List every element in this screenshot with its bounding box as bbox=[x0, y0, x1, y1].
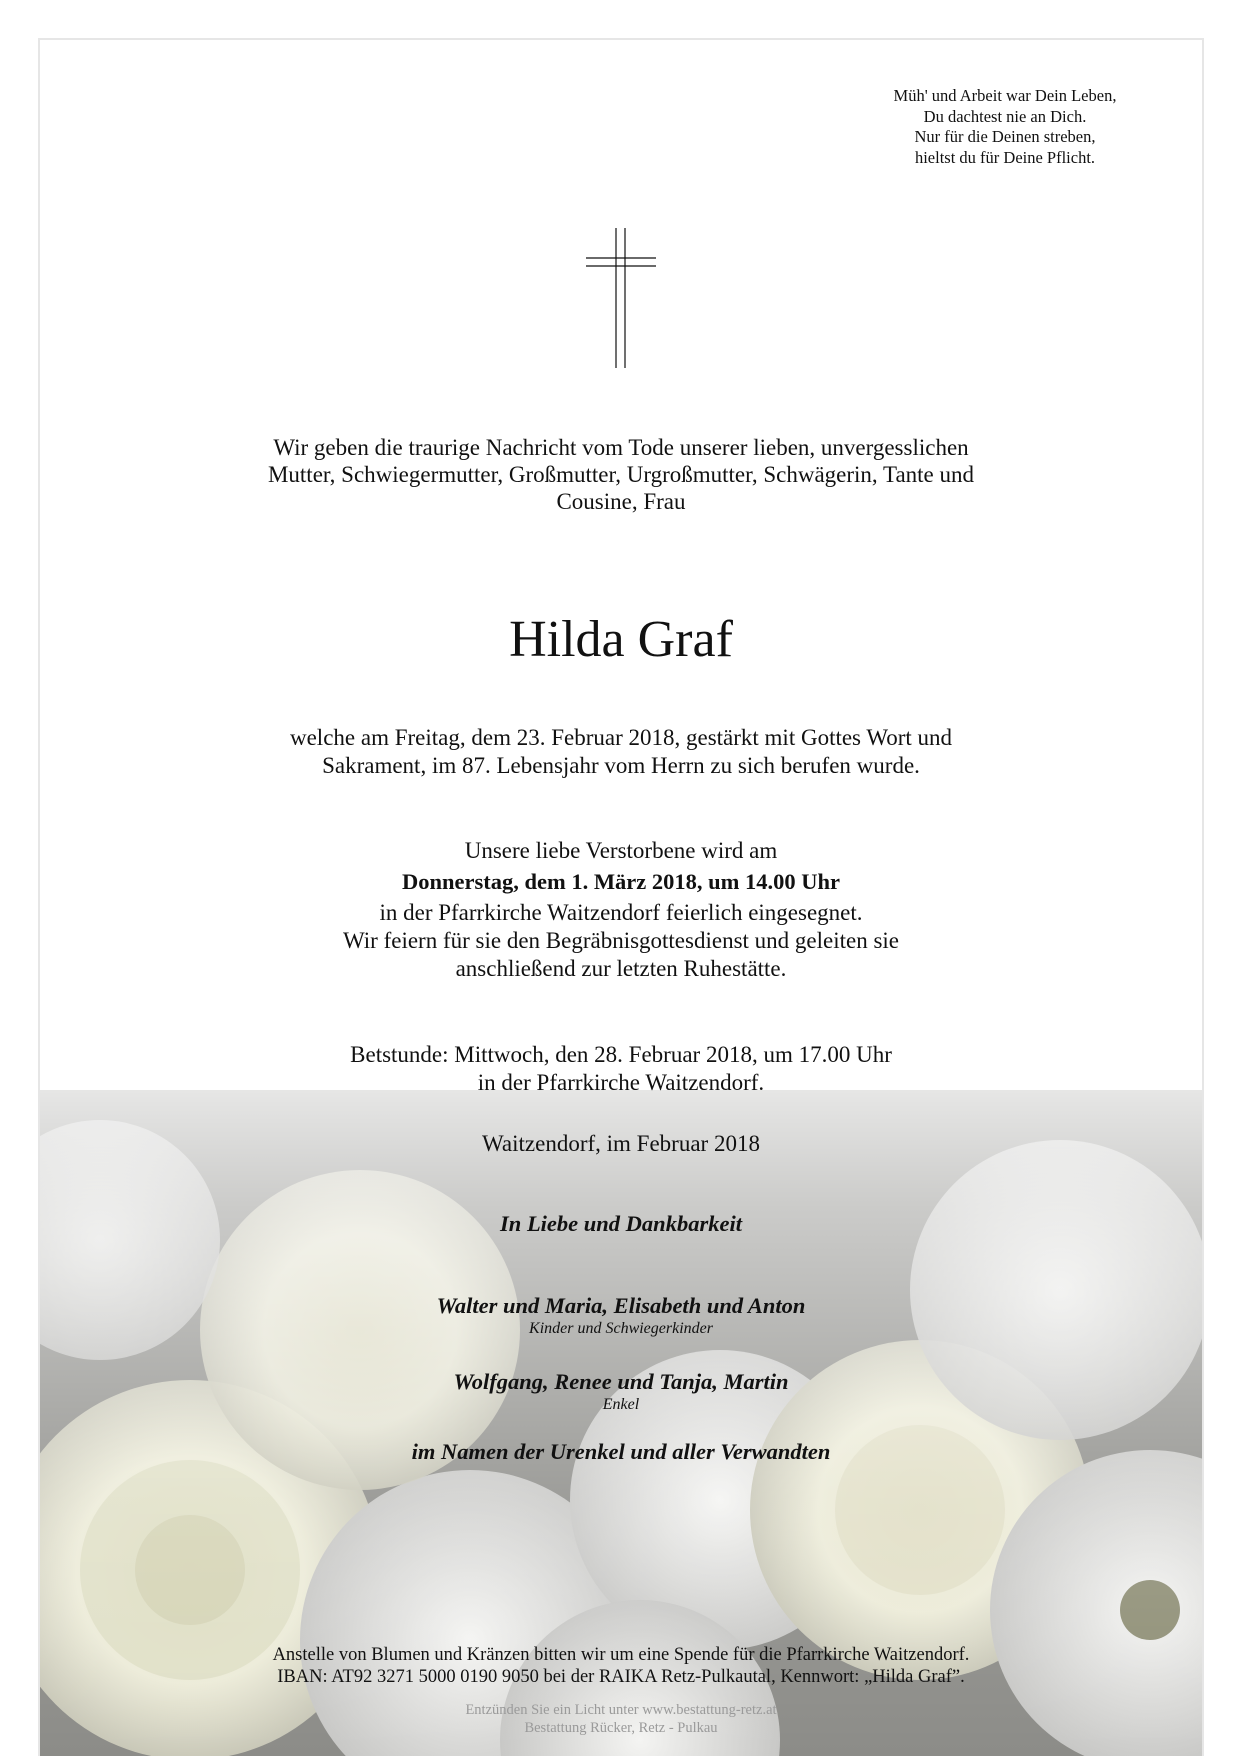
donation-request bbox=[40, 1644, 1202, 1688]
verse-line: hieltst du für Deine Pflicht. bbox=[914, 147, 1096, 167]
funeral-date-time: Donnerstag, dem 1. März 2018, um 14.00 Uhr bbox=[401, 869, 841, 894]
mourner-group bbox=[40, 1369, 1202, 1414]
closing-phrase: In Liebe und Dankbarkeit bbox=[500, 1211, 742, 1236]
footer-line: Bestattung Rücker, Retz - Pulkau bbox=[524, 1720, 718, 1736]
deceased-name: Hilda Graf bbox=[509, 611, 733, 668]
footer-line: Entzünden Sie ein Licht unter www.bestattung-retz.at bbox=[465, 1702, 777, 1718]
verse bbox=[860, 86, 1150, 168]
death-announcement bbox=[40, 434, 1202, 515]
funeral-intro: Unsere liebe Verstorbene wird am bbox=[464, 838, 778, 863]
death-notice-line: welche am Freitag, dem 23. Februar 2018, gestärkt mit Gottes Wort und bbox=[289, 725, 953, 750]
verse-line: Müh' und Arbeit war Dein Leben, bbox=[893, 86, 1117, 105]
donation-line: IBAN: AT92 3271 5000 0190 9050 bei der RAIKA Retz-Pulkautal, Kennwort: „Hilda Graf”. bbox=[277, 1667, 965, 1687]
funeral-info bbox=[40, 837, 1202, 983]
verse-line: Nur für die Deinen streben, bbox=[914, 127, 1096, 146]
verse-line: Du dachtest nie an Dich. bbox=[923, 106, 1087, 126]
funeral-line: Wir feiern für sie den Begräbnisgottesdienst und geleiten sie bbox=[342, 928, 900, 953]
prayer-hour bbox=[40, 1041, 1202, 1097]
announcement-line: Wir geben die traurige Nachricht vom Tode unserer lieben, unvergesslichen bbox=[273, 435, 969, 460]
place-date: Waitzendorf, im Februar 2018 bbox=[482, 1131, 760, 1156]
prayer-hour-line: Betstunde: Mittwoch, den 28. Februar 2018, um 17.00 Uhr bbox=[350, 1042, 892, 1067]
footer bbox=[40, 1701, 1202, 1737]
funeral-line: anschließend zur letzten Ruhestätte. bbox=[455, 956, 787, 981]
funeral-line: in der Pfarrkirche Waitzendorf feierlich eingesegnet. bbox=[379, 900, 863, 925]
cross-icon bbox=[584, 226, 658, 370]
donation-line: Anstelle von Blumen und Kränzen bitten wir um eine Spende für die Pfarrkirche Waitzendorf. bbox=[272, 1645, 970, 1665]
mourner-group bbox=[40, 1293, 1202, 1338]
obituary-page bbox=[38, 38, 1204, 1756]
mourner-relation: Enkel bbox=[602, 1396, 640, 1413]
announcement-line: Mutter, Schwiegermutter, Großmutter, Urgroßmutter, Schwägerin, Tante und bbox=[267, 462, 975, 487]
mourner-names: Wolfgang, Renee und Tanja, Martin bbox=[453, 1369, 789, 1394]
death-notice-line: Sakrament, im 87. Lebensjahr vom Herrn zu sich berufen wurde. bbox=[322, 753, 920, 778]
mourner-relation: Kinder und Schwiegerkinder bbox=[529, 1320, 713, 1337]
prayer-hour-line: in der Pfarrkirche Waitzendorf. bbox=[477, 1070, 765, 1095]
death-notice bbox=[40, 724, 1202, 780]
relatives-line: im Namen der Urenkel und aller Verwandten bbox=[411, 1439, 831, 1464]
mourner-names: Walter und Maria, Elisabeth und Anton bbox=[436, 1293, 806, 1318]
announcement-line: Cousine, Frau bbox=[556, 489, 686, 514]
